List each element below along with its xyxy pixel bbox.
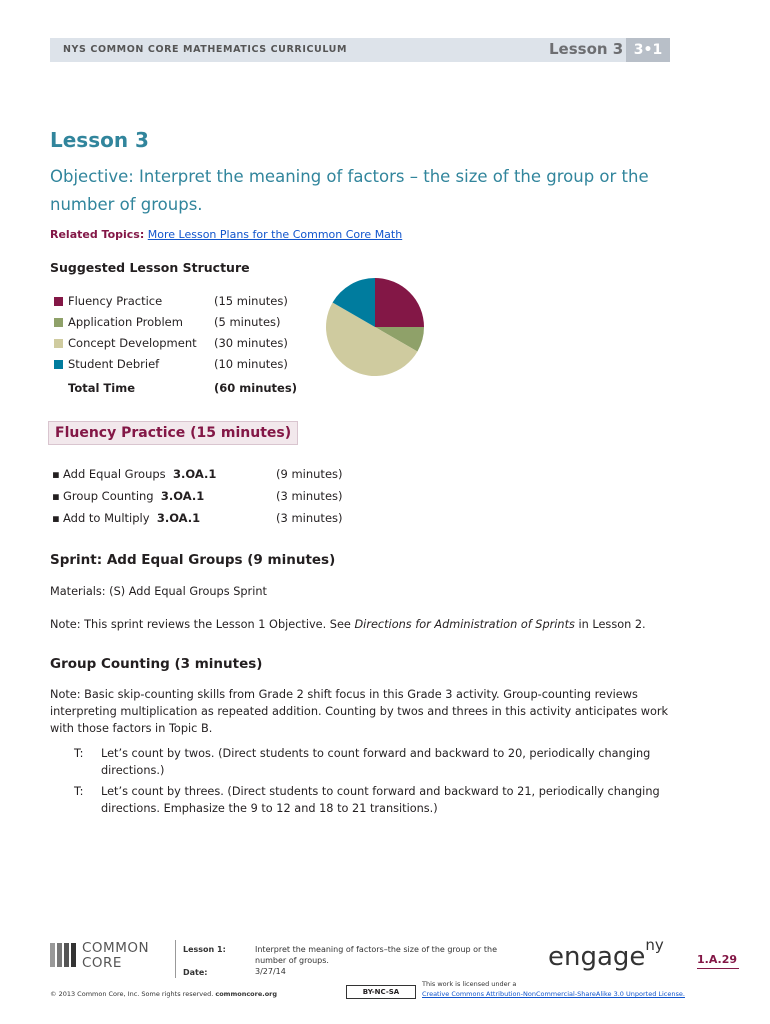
fluency-item-minutes: (3 minutes) (276, 489, 343, 503)
objective (50, 163, 690, 219)
footer-copyright (50, 990, 277, 998)
structure-heading: Suggested Lesson Structure (50, 260, 250, 275)
group-counting-note: Note: Basic skip-counting skills from Grade 2 shift focus in this Grade 3 activity. Group-counting reviews interpreting multiplication as repeated addition. Counting by twos and threes in this activity anticipates work with those factors in Topic B. (50, 688, 669, 735)
fluency-item-text: Group Counting (63, 489, 154, 503)
group-counting-heading: Group Counting (3 minutes) (50, 656, 263, 672)
structure-label: Application Problem (68, 315, 183, 329)
sprint-note-end: in Lesson 2. (574, 618, 646, 631)
lesson-pie-chart (320, 272, 430, 382)
related-link[interactable]: More Lesson Plans for the Common Core Math (147, 228, 403, 241)
pie-slice-fluency (375, 278, 424, 327)
module-badge: 3•1 (626, 38, 670, 62)
structure-label: Student Debrief (68, 357, 160, 371)
fluency-heading: Fluency Practice (15 minutes) (48, 421, 298, 445)
fluency-item-standard: 3.OA.1 (156, 511, 201, 525)
swatch-fluency (54, 297, 63, 306)
cc-license-badge: BY-NC-SA (346, 985, 416, 999)
total-minutes: (60 minutes) (214, 381, 297, 395)
related-label: Related Topics: (50, 228, 145, 241)
sprint-materials: Materials: (S) Add Equal Groups Sprint (50, 585, 267, 598)
objective-line-2: number of groups. (50, 195, 203, 214)
page-number: 1.A.29 (697, 953, 738, 966)
page-number-rule (697, 968, 739, 969)
sprint-heading: Sprint: Add Equal Groups (9 minutes) (50, 552, 336, 568)
bullet-icon: ▪ (52, 511, 60, 525)
header-lesson: Lesson 3 (549, 40, 624, 58)
engage-text: engage (548, 942, 646, 972)
common-core-logo (82, 941, 149, 971)
fluency-item-standard: 3.OA.1 (173, 467, 217, 481)
structure-label: Concept Development (68, 336, 197, 350)
license-text: This work is licensed under a (422, 980, 517, 988)
total-label: Total Time (68, 381, 135, 395)
license-link[interactable]: Creative Commons Attribution-NonCommercial-ShareAlike 3.0 Unported License. (422, 990, 685, 998)
bullet-icon: ▪ (52, 467, 60, 481)
related-topics (50, 228, 402, 241)
swatch-concept (54, 339, 63, 348)
footer-date: 3/27/14 (255, 967, 286, 976)
fluency-item-minutes: (9 minutes) (276, 467, 343, 481)
fluency-item-text: Add Equal Groups (63, 467, 166, 481)
engageny-logo (548, 936, 664, 972)
common-core-logo-icon (50, 943, 80, 967)
structure-minutes: (15 minutes) (214, 294, 288, 308)
footer-lesson-desc: Interpret the meaning of factors–the size of the group or the number of groups. (255, 945, 497, 965)
footer-divider (175, 940, 176, 978)
footer-date-label: Date: (183, 968, 208, 977)
structure-minutes: (30 minutes) (214, 336, 288, 350)
swatch-debrief (54, 360, 63, 369)
dialogue-text: Let’s count by threes. (Direct students to count forward and backward to 21, periodically changing directions. Emphasize the 9 to 12 and 18 to 21 transitions.) (101, 785, 660, 815)
objective-line-1: Objective: Interpret the meaning of factors – the size of the group or the (50, 167, 649, 186)
fluency-item-standard: 3.OA.1 (160, 489, 205, 503)
dialogue-speaker: T: (74, 785, 84, 798)
engage-sup: ny (645, 936, 664, 954)
structure-minutes: (10 minutes) (214, 357, 288, 371)
copyright-text: © 2013 Common Core, Inc. Some rights reserved. (50, 990, 216, 998)
dialogue-speaker: T: (74, 747, 84, 760)
sprint-note-text: Note: This sprint reviews the Lesson 1 Objective. See (50, 618, 355, 631)
fluency-item-minutes: (3 minutes) (276, 511, 343, 525)
sprint-note-italic: Directions for Administration of Sprints (354, 618, 575, 631)
dialogue-text: Let’s count by twos. (Direct students to count forward and backward to 20, periodically changing directions.) (101, 747, 651, 777)
swatch-application (54, 318, 63, 327)
logo-line-1: COMMON (82, 940, 150, 956)
sprint-note (50, 616, 680, 633)
fluency-item-text: Add to Multiply (63, 511, 150, 525)
structure-minutes: (5 minutes) (214, 315, 281, 329)
logo-line-2: CORE (82, 955, 122, 971)
footer-lesson-label: Lesson 1: (183, 945, 226, 954)
bullet-icon: ▪ (52, 489, 60, 503)
curriculum-title: NYS COMMON CORE MATHEMATICS CURRICULUM (63, 44, 348, 55)
page-title: Lesson 3 (50, 128, 149, 152)
structure-label: Fluency Practice (68, 294, 163, 308)
copyright-site: commoncore.org (215, 990, 278, 998)
